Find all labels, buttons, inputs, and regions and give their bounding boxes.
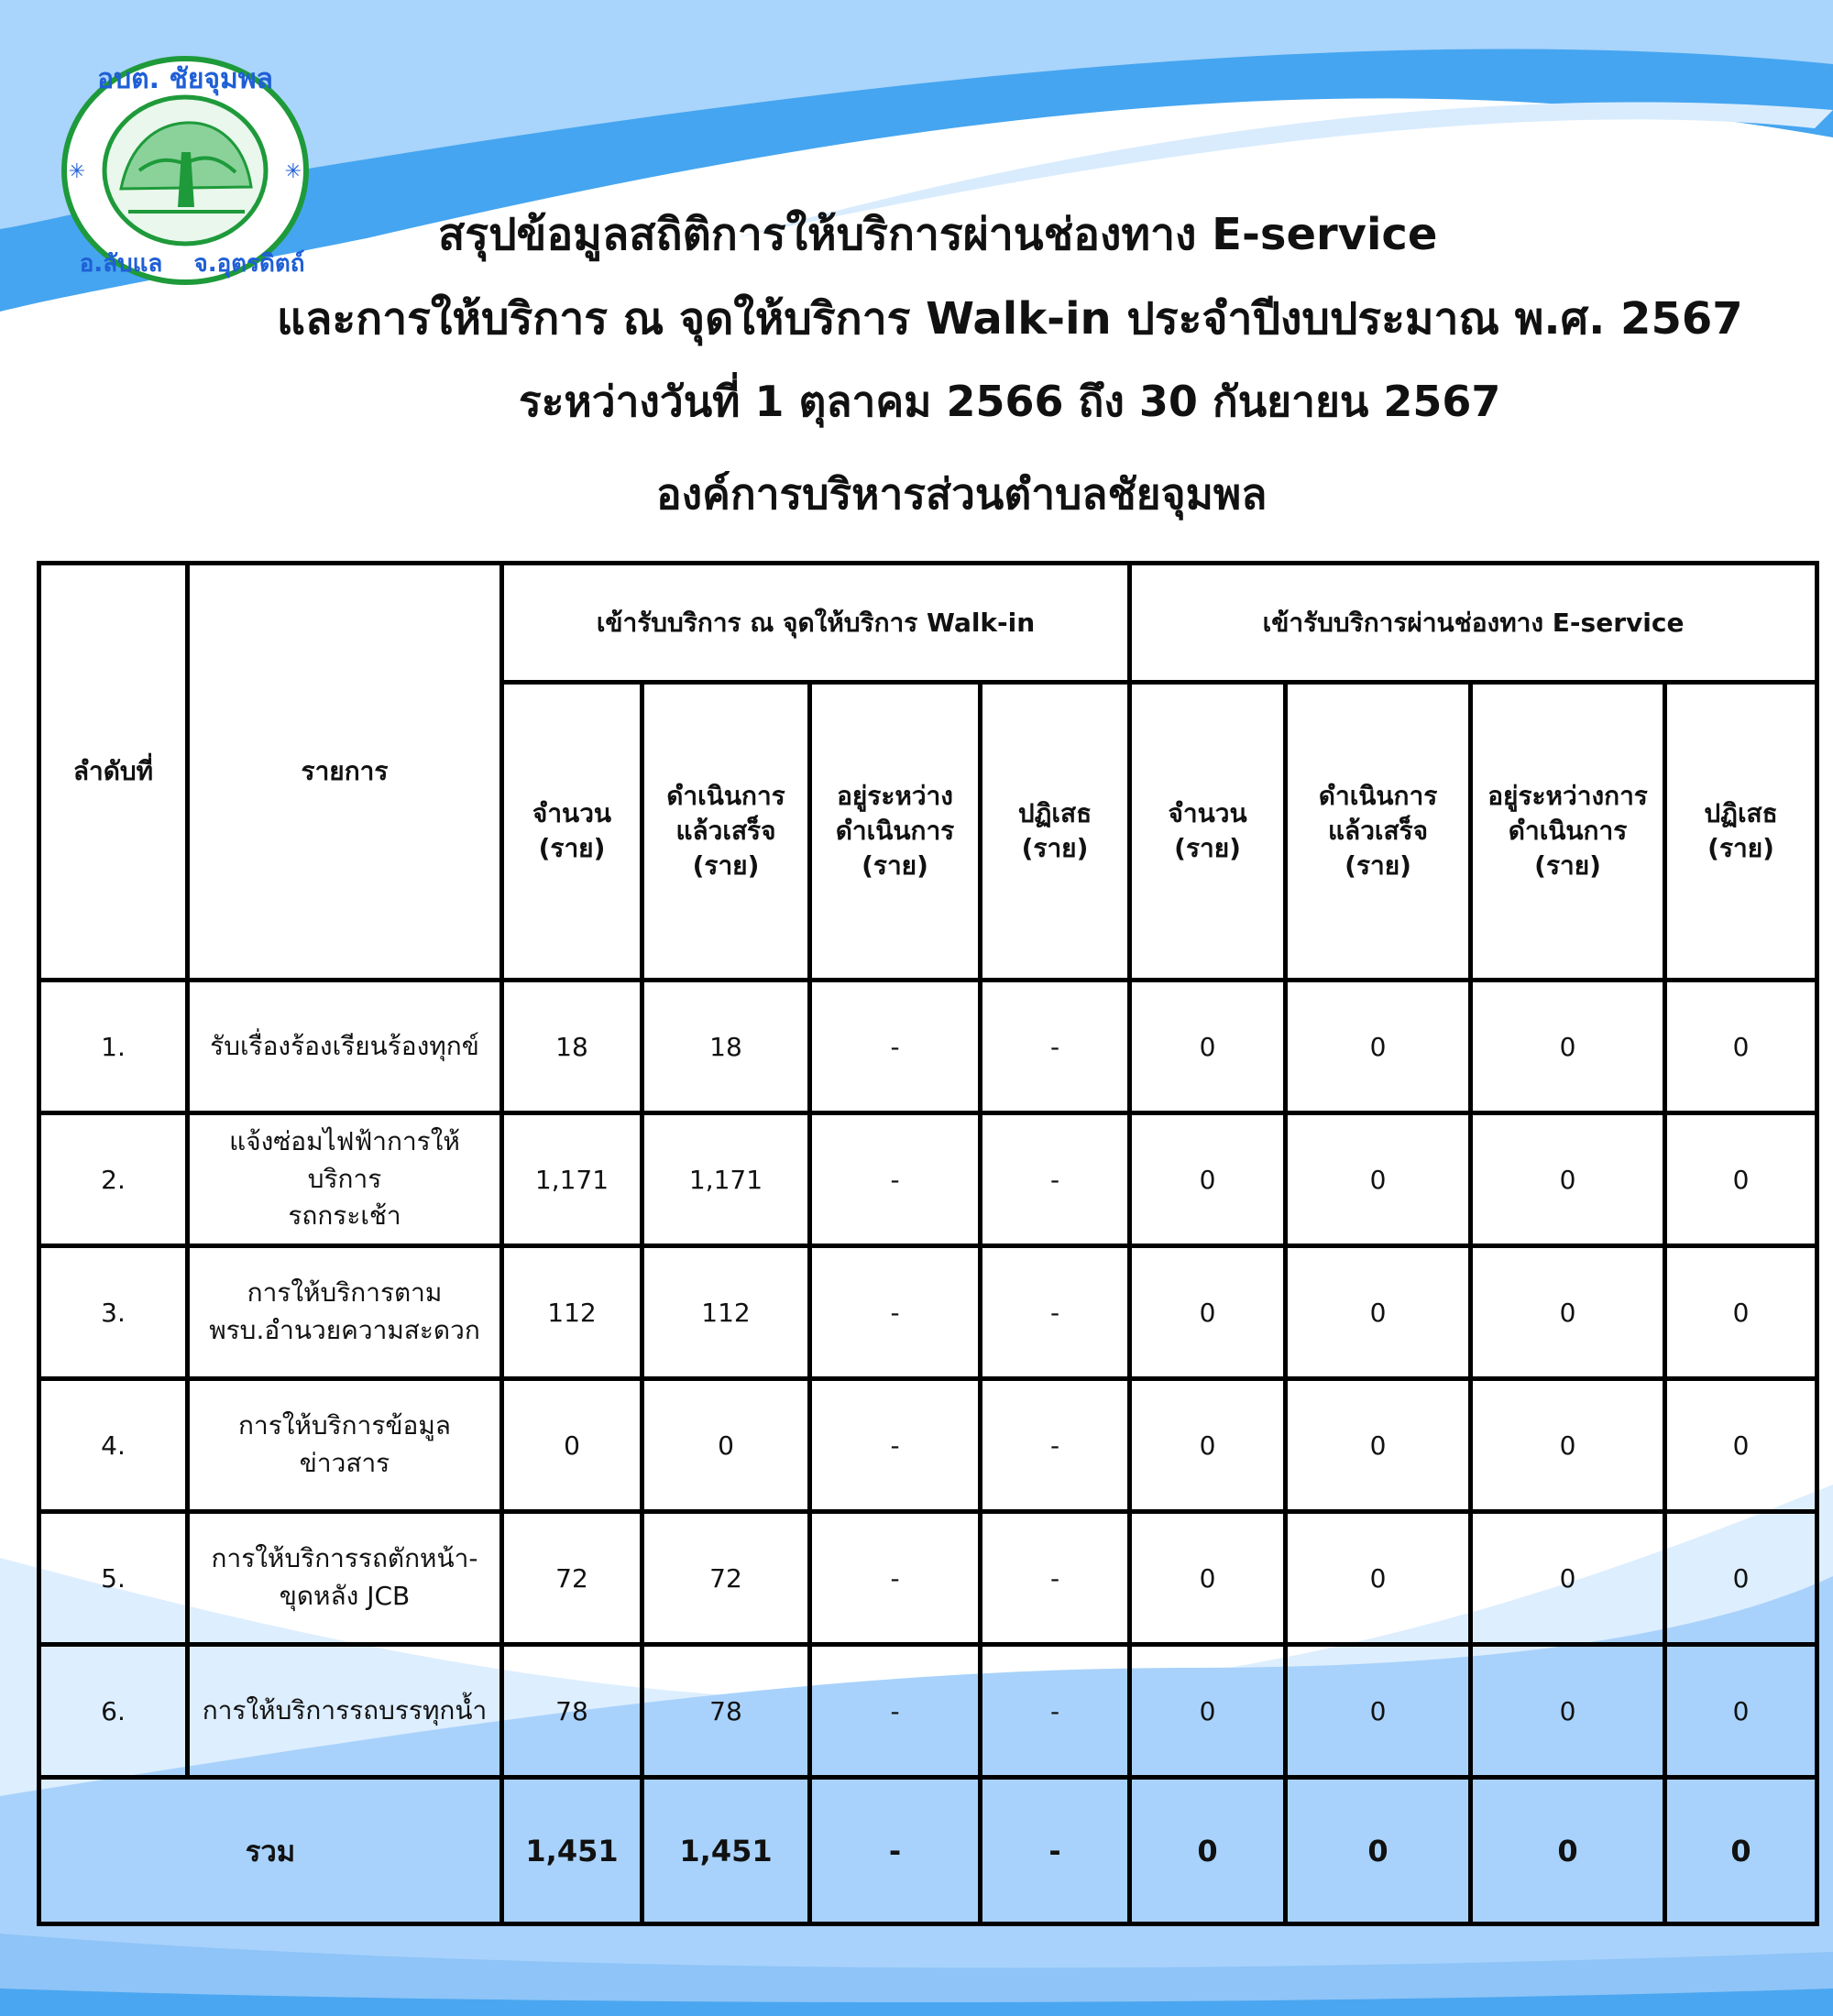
total-value-cell: 1,451	[502, 1778, 642, 1924]
svg-text:อบต. ชัยจุมพล: อบต. ชัยจุมพล	[97, 63, 273, 95]
eservice-sub-header: จำนวน (ราย)	[1130, 683, 1286, 981]
row-item: การให้บริการรถบรรทุกน้ำ	[188, 1645, 502, 1778]
table-row	[39, 1512, 1817, 1645]
header-walkin-group: เข้ารับบริการ ณ จุดให้บริการ Walk-in	[502, 564, 1130, 683]
row-value-cell: 0	[502, 1379, 642, 1512]
row-value-cell: 0	[1286, 1512, 1471, 1645]
row-value-cell: -	[810, 1379, 981, 1512]
row-index: 4.	[39, 1379, 188, 1512]
row-value-cell: 1,171	[642, 1113, 810, 1246]
row-value-cell: 0	[1471, 1645, 1665, 1778]
svg-text:✳: ✳	[284, 160, 302, 183]
svg-text:จ.อุตรดิตถ์: จ.อุตรดิตถ์	[193, 250, 305, 278]
table-row	[39, 1645, 1817, 1778]
walkin-sub-header: ดำเนินการ แล้วเสร็จ (ราย)	[642, 683, 810, 981]
table-body	[39, 981, 1817, 1778]
row-value-cell: 78	[642, 1645, 810, 1778]
walkin-sub-header: จำนวน (ราย)	[502, 683, 642, 981]
total-value-cell: -	[981, 1778, 1130, 1924]
row-value-cell: 18	[642, 981, 810, 1113]
row-item: แจ้งซ่อมไฟฟ้าการให้บริการ รถกระเช้า	[188, 1113, 502, 1246]
row-value-cell: 0	[1471, 1113, 1665, 1246]
total-value-cell: -	[810, 1778, 981, 1924]
table-row	[39, 1379, 1817, 1512]
organization-name: องค์การบริหารส่วนตำบลชัยจุมพล	[656, 469, 1268, 519]
title-line-2: และการให้บริการ ณ จุดให้บริการ Walk-in ประจำปีงบประมาณ พ.ศ. 2567	[277, 293, 1743, 345]
row-value-cell: 0	[1286, 1645, 1471, 1778]
date-range: ระหว่างวันที่ 1 ตุลาคม 2566 ถึง 30 กันยายน 2567	[519, 377, 1501, 426]
row-value-cell: -	[981, 981, 1130, 1113]
row-value-cell: 0	[1471, 1512, 1665, 1645]
row-value-cell: 0	[1286, 1113, 1471, 1246]
total-row	[39, 1778, 1817, 1924]
row-index: 6.	[39, 1645, 188, 1778]
row-value-cell: 0	[1665, 1379, 1817, 1512]
row-value-cell: 0	[1665, 981, 1817, 1113]
row-value-cell: 0	[1665, 1512, 1817, 1645]
row-value-cell: 0	[1665, 1246, 1817, 1379]
row-value-cell: -	[981, 1645, 1130, 1778]
svg-text:✳: ✳	[68, 160, 86, 183]
row-value-cell: 72	[642, 1512, 810, 1645]
row-value-cell: 0	[1130, 1379, 1286, 1512]
row-value-cell: 72	[502, 1512, 642, 1645]
table-row	[39, 1246, 1817, 1379]
row-value-cell: 0	[642, 1379, 810, 1512]
total-value-cell: 0	[1130, 1778, 1286, 1924]
row-value-cell: -	[981, 1379, 1130, 1512]
walkin-sub-header: ปฏิเสธ (ราย)	[981, 683, 1130, 981]
row-value-cell: 0	[1286, 1379, 1471, 1512]
row-value-cell: 0	[1471, 981, 1665, 1113]
svg-text:อ.ลับแล: อ.ลับแล	[79, 250, 163, 278]
row-item: การให้บริการรถตักหน้า- ขุดหลัง JCB	[188, 1512, 502, 1645]
row-value-cell: -	[981, 1246, 1130, 1379]
row-value-cell: 0	[1286, 981, 1471, 1113]
eservice-sub-header: อยู่ระหว่างการ ดำเนินการ (ราย)	[1471, 683, 1665, 981]
title-line-1: สรุปข้อมูลสถิติการให้บริการผ่านช่องทาง E-service	[438, 209, 1438, 260]
row-value-cell: -	[981, 1512, 1130, 1645]
row-value-cell: 112	[642, 1246, 810, 1379]
row-value-cell: 78	[502, 1645, 642, 1778]
total-label: รวม	[39, 1778, 502, 1924]
organization-seal-logo	[57, 51, 313, 290]
row-value-cell: 0	[1130, 981, 1286, 1113]
service-statistics-table	[37, 561, 1819, 1926]
row-index: 1.	[39, 981, 188, 1113]
row-value-cell: 1,171	[502, 1113, 642, 1246]
header-eservice-group: เข้ารับบริการผ่านช่องทาง E-service	[1130, 564, 1817, 683]
table-row	[39, 981, 1817, 1113]
row-value-cell: 0	[1130, 1512, 1286, 1645]
row-index: 5.	[39, 1512, 188, 1645]
row-value-cell: 0	[1665, 1645, 1817, 1778]
row-index: 2.	[39, 1113, 188, 1246]
total-value-cell: 0	[1286, 1778, 1471, 1924]
row-value-cell: 112	[502, 1246, 642, 1379]
row-value-cell: 0	[1471, 1379, 1665, 1512]
row-item: รับเรื่องร้องเรียนร้องทุกข์	[188, 981, 502, 1113]
row-index: 3.	[39, 1246, 188, 1379]
row-item: การให้บริการตาม พรบ.อำนวยความสะดวก	[188, 1246, 502, 1379]
table-row	[39, 1113, 1817, 1246]
row-value-cell: 0	[1130, 1645, 1286, 1778]
row-value-cell: -	[810, 1645, 981, 1778]
row-value-cell: 0	[1130, 1113, 1286, 1246]
row-value-cell: -	[981, 1113, 1130, 1246]
eservice-sub-header: ปฏิเสธ (ราย)	[1665, 683, 1817, 981]
row-item: การให้บริการข้อมูลข่าวสาร	[188, 1379, 502, 1512]
row-value-cell: 0	[1471, 1246, 1665, 1379]
header-item: รายการ	[188, 564, 502, 981]
row-value-cell: 18	[502, 981, 642, 1113]
row-value-cell: -	[810, 1113, 981, 1246]
header-index: ลำดับที่	[39, 564, 188, 981]
row-value-cell: -	[810, 1512, 981, 1645]
row-value-cell: 0	[1286, 1246, 1471, 1379]
row-value-cell: 0	[1130, 1246, 1286, 1379]
row-value-cell: -	[810, 1246, 981, 1379]
eservice-sub-header: ดำเนินการ แล้วเสร็จ (ราย)	[1286, 683, 1471, 981]
row-value-cell: -	[810, 981, 981, 1113]
total-value-cell: 0	[1665, 1778, 1817, 1924]
total-value-cell: 0	[1471, 1778, 1665, 1924]
row-value-cell: 0	[1665, 1113, 1817, 1246]
walkin-sub-header: อยู่ระหว่าง ดำเนินการ (ราย)	[810, 683, 981, 981]
total-value-cell: 1,451	[642, 1778, 810, 1924]
